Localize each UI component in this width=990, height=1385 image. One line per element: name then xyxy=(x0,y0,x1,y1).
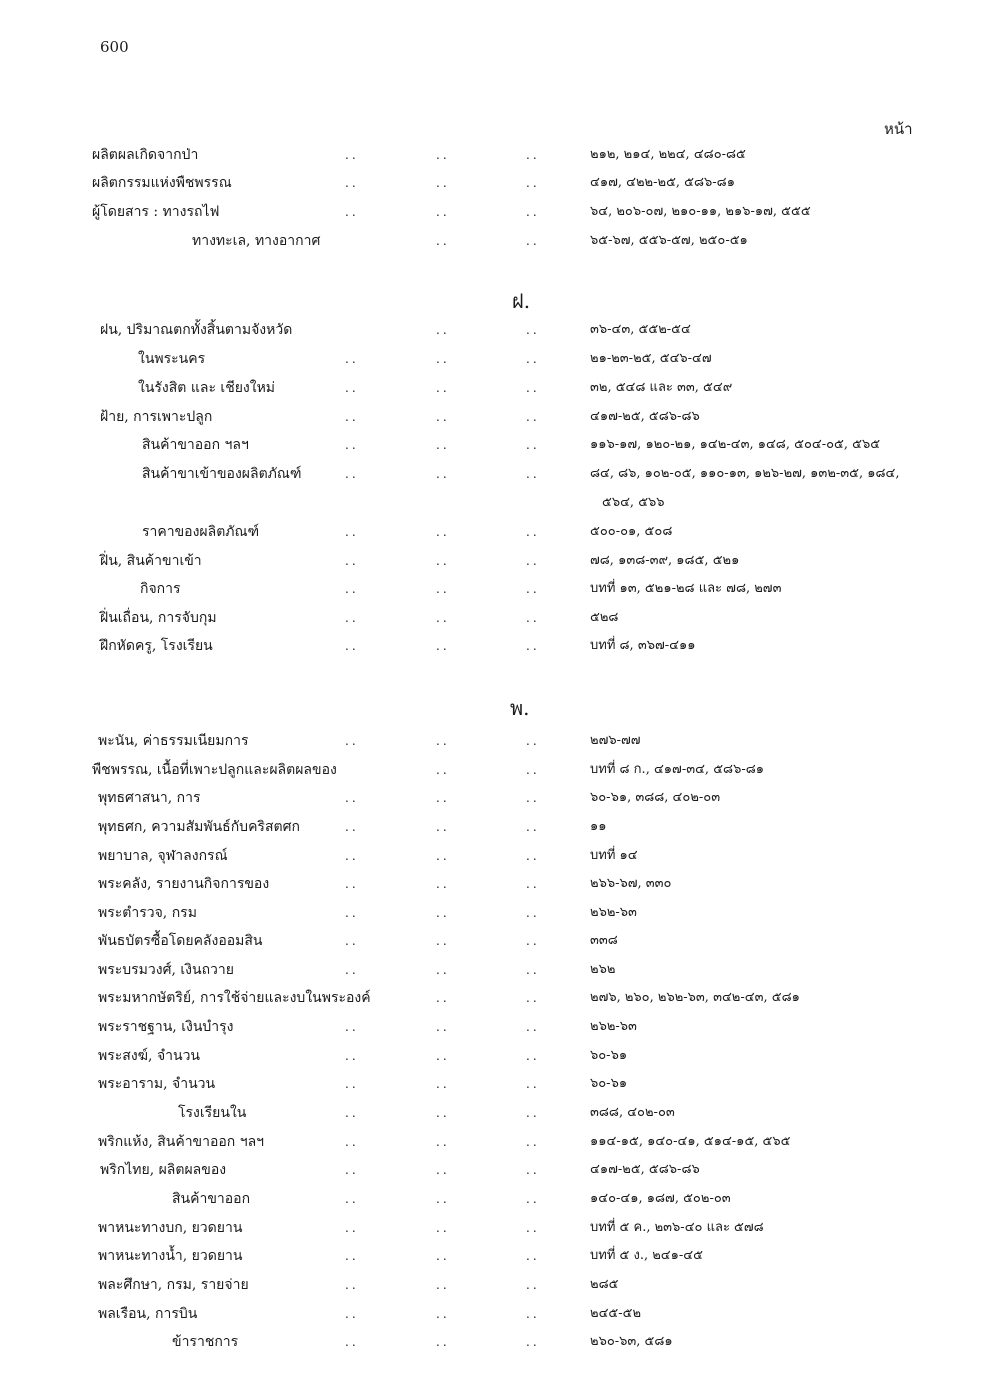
index-term: สินค้าขาออก ฯลฯ xyxy=(142,437,249,453)
index-term: ผู้โดยสาร : ทางรถไฟ xyxy=(92,204,220,220)
index-term: พระอาราม, จำนวน xyxy=(98,1076,216,1092)
leader-dots: .. xyxy=(345,1135,359,1149)
index-pages: ๔๑๗-๒๕, ๕๘๖-๘๖ xyxy=(590,409,700,424)
leader-dots: .. xyxy=(345,1335,359,1349)
leader-dots: .. xyxy=(345,352,359,366)
index-term: สินค้าขาเข้าของผลิตภัณฑ์ xyxy=(142,466,302,482)
index-pages: ๑๔๐-๔๑, ๑๘๗, ๕๐๒-๐๓ xyxy=(590,1191,731,1206)
index-pages: ๒๖๒ xyxy=(590,962,616,977)
leader-dots: .. xyxy=(345,820,359,834)
leader-dots: .. xyxy=(345,176,359,190)
leader-dots: .. xyxy=(345,963,359,977)
index-entry xyxy=(0,759,990,781)
index-term: พระมหากษัตริย์, การใช้จ่ายและงบในพระองค์ xyxy=(98,990,371,1006)
index-term: ทางทะเล, ทางอากาศ xyxy=(192,233,321,249)
index-entry xyxy=(0,144,990,166)
section-letter-f: ฝ. xyxy=(512,289,531,313)
index-term: กิจการ xyxy=(140,581,181,597)
leader-dots: .. xyxy=(345,1278,359,1292)
leader-dots: .. xyxy=(345,381,359,395)
index-entry xyxy=(0,521,990,543)
leader-dots: .. xyxy=(526,234,540,248)
index-pages: ๗๘, ๑๓๘-๓๙, ๑๘๕, ๕๒๑ xyxy=(590,553,740,568)
leader-dots: .. xyxy=(436,1249,450,1263)
index-entry xyxy=(0,348,990,370)
leader-dots: .. xyxy=(436,1077,450,1091)
index-term: ฝิ่น, สินค้าขาเข้า xyxy=(100,553,202,569)
leader-dots: .. xyxy=(345,1020,359,1034)
index-term: ฝ้าย, การเพาะปลูก xyxy=(100,409,213,425)
leader-dots: .. xyxy=(345,639,359,653)
leader-dots: .. xyxy=(526,1221,540,1235)
leader-dots: .. xyxy=(526,820,540,834)
leader-dots: .. xyxy=(526,1278,540,1292)
index-entry xyxy=(0,578,990,600)
index-term: พาหนะทางบก, ยวดยาน xyxy=(98,1220,243,1236)
leader-dots: .. xyxy=(436,438,450,452)
leader-dots: .. xyxy=(436,148,450,162)
index-term: สินค้าขาออก xyxy=(172,1191,251,1207)
leader-dots: .. xyxy=(526,1192,540,1206)
leader-dots: .. xyxy=(345,1163,359,1177)
leader-dots: .. xyxy=(345,791,359,805)
index-pages: ๖๐-๖๑, ๓๘๘, ๔๐๒-๐๓ xyxy=(590,790,721,805)
index-pages: ๒๑-๒๓-๒๕, ๕๔๖-๔๗ xyxy=(590,351,712,366)
leader-dots: .. xyxy=(436,849,450,863)
leader-dots: .. xyxy=(526,410,540,424)
index-term: พืชพรรณ, เนื้อที่เพาะปลูกและผลิตผลของ xyxy=(92,762,337,778)
index-entry xyxy=(0,406,990,428)
index-pages: ๓๖-๔๓, ๕๕๒-๕๔ xyxy=(590,322,691,337)
leader-dots: .. xyxy=(436,205,450,219)
leader-dots: .. xyxy=(345,148,359,162)
leader-dots: .. xyxy=(526,611,540,625)
index-pages: ๒๑๒, ๒๑๔, ๒๒๔, ๔๘๐-๘๕ xyxy=(590,147,746,162)
leader-dots: .. xyxy=(526,849,540,863)
index-pages: ๓๓๘ xyxy=(590,933,618,948)
index-term: พลเรือน, การบิน xyxy=(98,1306,198,1322)
index-pages: ๖๔, ๒๐๖-๐๗, ๒๑๐-๑๑, ๒๑๖-๑๗, ๕๕๕ xyxy=(590,204,811,219)
index-term: พระบรมวงศ์, เงินถวาย xyxy=(98,962,234,978)
index-pages: ๒๗๖, ๒๖๐, ๒๖๒-๖๓, ๓๔๒-๔๓, ๕๘๑ xyxy=(590,990,800,1005)
leader-dots: .. xyxy=(436,934,450,948)
index-term: พระตำรวจ, กรม xyxy=(98,905,197,921)
index-entry xyxy=(0,1131,990,1153)
index-pages: บทที่ ๑๔ xyxy=(590,848,638,863)
leader-dots: .. xyxy=(436,991,450,1005)
index-term: ราคาของผลิตภัณฑ์ xyxy=(142,524,260,540)
leader-dots: .. xyxy=(345,1192,359,1206)
index-term: ข้าราชการ xyxy=(172,1334,239,1350)
index-pages: ๕๒๘ xyxy=(590,610,619,625)
index-pages: บทที่ ๕ ง., ๒๔๑-๔๕ xyxy=(590,1248,703,1263)
leader-dots: .. xyxy=(436,1020,450,1034)
leader-dots: .. xyxy=(436,176,450,190)
index-term: พันธบัตรซื้อโดยคลังออมสิน xyxy=(98,933,263,949)
index-entry xyxy=(0,873,990,895)
index-term: พระสงฆ์, จำนวน xyxy=(98,1048,201,1064)
index-term: พาหนะทางน้ำ, ยวดยาน xyxy=(98,1248,243,1264)
leader-dots: .. xyxy=(345,934,359,948)
index-entry xyxy=(0,172,990,194)
index-entry xyxy=(0,463,990,485)
index-term: พุทธศาสนา, การ xyxy=(98,790,201,806)
index-pages: บทที่ ๕ ค., ๒๓๖-๔๐ และ ๕๗๘ xyxy=(590,1220,764,1235)
leader-dots: .. xyxy=(436,1335,450,1349)
index-term: พุทธศก, ความสัมพันธ์กับคริสตศก xyxy=(98,819,300,835)
leader-dots: .. xyxy=(526,1249,540,1263)
leader-dots: .. xyxy=(526,582,540,596)
index-term: ในพระนคร xyxy=(138,351,206,367)
index-entry xyxy=(0,319,990,341)
leader-dots: .. xyxy=(436,1163,450,1177)
leader-dots: .. xyxy=(436,763,450,777)
index-term: ฝิ่นเถื่อน, การจับกุม xyxy=(100,610,217,626)
leader-dots: .. xyxy=(436,611,450,625)
leader-dots: .. xyxy=(436,1135,450,1149)
index-entry xyxy=(0,902,990,924)
leader-dots: .. xyxy=(526,323,540,337)
leader-dots: .. xyxy=(526,1106,540,1120)
index-pages: ๑๑๔-๑๕, ๑๔๐-๔๑, ๕๑๔-๑๕, ๕๖๕ xyxy=(590,1134,791,1149)
leader-dots: .. xyxy=(345,1049,359,1063)
index-pages: บทที่ ๘ ก., ๔๑๗-๓๔, ๕๘๖-๘๑ xyxy=(590,762,764,777)
leader-dots: .. xyxy=(526,1335,540,1349)
index-term: พะนัน, ค่าธรรมเนียมการ xyxy=(98,733,249,749)
index-entry xyxy=(0,816,990,838)
leader-dots: .. xyxy=(526,791,540,805)
leader-dots: .. xyxy=(436,1307,450,1321)
index-entry xyxy=(0,1245,990,1267)
index-entry xyxy=(0,1188,990,1210)
leader-dots: .. xyxy=(345,877,359,891)
leader-dots: .. xyxy=(345,205,359,219)
index-entry xyxy=(0,987,990,1009)
leader-dots: .. xyxy=(345,734,359,748)
index-pages: ๒๗๖-๗๗ xyxy=(590,733,641,748)
index-pages: ๖๐-๖๑ xyxy=(590,1076,628,1091)
index-pages: ๒๖๒-๖๓ xyxy=(590,905,637,920)
leader-dots: .. xyxy=(345,1077,359,1091)
index-entry xyxy=(0,550,990,572)
leader-dots: .. xyxy=(526,906,540,920)
leader-dots: .. xyxy=(526,934,540,948)
leader-dots: .. xyxy=(526,1077,540,1091)
leader-dots: .. xyxy=(436,234,450,248)
leader-dots: .. xyxy=(526,1020,540,1034)
index-term: พระราชฐาน, เงินบำรุง xyxy=(98,1019,234,1035)
index-entry xyxy=(0,1159,990,1181)
leader-dots: .. xyxy=(526,525,540,539)
leader-dots: .. xyxy=(345,611,359,625)
leader-dots: .. xyxy=(345,849,359,863)
leader-dots: .. xyxy=(526,763,540,777)
leader-dots: .. xyxy=(526,352,540,366)
index-pages: ๑๑๖-๑๗, ๑๒๐-๒๑, ๑๔๒-๔๓, ๑๔๘, ๕๐๔-๐๕, ๕๖๕ xyxy=(590,437,881,452)
index-entry xyxy=(0,377,990,399)
index-pages: ๘๔, ๘๖, ๑๐๒-๐๕, ๑๑๐-๑๓, ๑๒๖-๒๗, ๑๓๒-๓๕, ๑๘๔, xyxy=(590,466,900,481)
index-pages: บทที่ ๑๓, ๕๒๑-๒๘ และ ๗๘, ๒๗๓ xyxy=(590,581,782,596)
leader-dots: .. xyxy=(526,467,540,481)
leader-dots: .. xyxy=(436,1221,450,1235)
leader-dots: .. xyxy=(436,582,450,596)
leader-dots: .. xyxy=(436,381,450,395)
index-pages: ๕๐๐-๐๑, ๕๐๘ xyxy=(590,524,673,539)
index-entry xyxy=(0,607,990,629)
leader-dots: .. xyxy=(436,467,450,481)
leader-dots: .. xyxy=(436,554,450,568)
index-entry xyxy=(0,1303,990,1325)
index-term: โรงเรียนใน xyxy=(178,1105,247,1121)
index-term: พริกไทย, ผลิตผลของ xyxy=(100,1162,227,1178)
leader-dots: .. xyxy=(526,438,540,452)
index-pages: บทที่ ๘, ๓๖๗-๔๑๑ xyxy=(590,638,696,653)
index-entry xyxy=(0,845,990,867)
leader-dots: .. xyxy=(436,1106,450,1120)
leader-dots: .. xyxy=(526,639,540,653)
index-entry xyxy=(0,1331,990,1353)
leader-dots: .. xyxy=(345,1307,359,1321)
index-entry xyxy=(0,635,990,657)
leader-dots: .. xyxy=(526,1049,540,1063)
leader-dots: .. xyxy=(436,820,450,834)
index-pages-continuation: ๕๖๔, ๕๖๖ xyxy=(602,495,665,510)
leader-dots: .. xyxy=(345,467,359,481)
index-term: พระคลัง, รายงานกิจการของ xyxy=(98,876,270,892)
index-pages: ๒๖๒-๖๓ xyxy=(590,1019,637,1034)
index-entry xyxy=(0,1274,990,1296)
page-column-heading: หน้า xyxy=(884,120,913,138)
leader-dots: .. xyxy=(526,554,540,568)
index-term: พละศึกษา, กรม, รายจ่าย xyxy=(98,1277,249,1293)
index-pages: ๒๔๕-๕๒ xyxy=(590,1306,642,1321)
page-number: 600 xyxy=(100,38,129,56)
leader-dots: .. xyxy=(526,734,540,748)
leader-dots: .. xyxy=(526,991,540,1005)
index-pages: ๒๖๖-๖๗, ๓๓๐ xyxy=(590,876,672,891)
leader-dots: .. xyxy=(436,1278,450,1292)
leader-dots: .. xyxy=(436,1049,450,1063)
index-pages: ๔๑๗-๒๕, ๕๘๖-๘๖ xyxy=(590,1162,700,1177)
leader-dots: .. xyxy=(436,639,450,653)
leader-dots: .. xyxy=(526,1135,540,1149)
leader-dots: .. xyxy=(526,877,540,891)
index-entry xyxy=(0,1016,990,1038)
leader-dots: .. xyxy=(436,352,450,366)
leader-dots: .. xyxy=(436,1192,450,1206)
index-pages: ๖๕-๖๗, ๕๕๖-๕๗, ๒๕๐-๕๑ xyxy=(590,233,748,248)
leader-dots: .. xyxy=(436,410,450,424)
leader-dots: .. xyxy=(526,1163,540,1177)
index-entry xyxy=(0,1073,990,1095)
leader-dots: .. xyxy=(436,906,450,920)
index-pages: ๓๒, ๕๔๘ และ ๓๓, ๕๔๙ xyxy=(590,380,733,395)
leader-dots: .. xyxy=(345,582,359,596)
leader-dots: .. xyxy=(526,381,540,395)
index-term: ในรังสิต และ เชียงใหม่ xyxy=(138,380,276,396)
leader-dots: .. xyxy=(436,323,450,337)
leader-dots: .. xyxy=(345,410,359,424)
index-entry xyxy=(0,730,990,752)
index-entry xyxy=(0,434,990,456)
index-entry xyxy=(0,230,990,252)
index-term: ผลิตกรรมแห่งพืชพรรณ xyxy=(92,175,232,191)
index-entry xyxy=(0,787,990,809)
index-pages: ๒๖๐-๖๓, ๕๘๑ xyxy=(590,1334,673,1349)
index-entry xyxy=(0,959,990,981)
index-entry xyxy=(0,1102,990,1124)
index-term: ฝึกหัดครู, โรงเรียน xyxy=(100,638,213,654)
leader-dots: .. xyxy=(436,963,450,977)
index-entry xyxy=(0,1045,990,1067)
leader-dots: .. xyxy=(526,1307,540,1321)
leader-dots: .. xyxy=(436,525,450,539)
index-pages: ๖๐-๖๑ xyxy=(590,1048,628,1063)
leader-dots: .. xyxy=(526,963,540,977)
leader-dots: .. xyxy=(345,906,359,920)
index-term: พยาบาล, จุฬาลงกรณ์ xyxy=(98,848,228,864)
leader-dots: .. xyxy=(345,554,359,568)
leader-dots: .. xyxy=(436,877,450,891)
index-term: พริกแห้ง, สินค้าขาออก ฯลฯ xyxy=(98,1134,265,1150)
index-term: ผลิตผลเกิดจากป่า xyxy=(92,147,199,163)
index-pages: ๔๑๗, ๔๒๒-๒๕, ๕๘๖-๘๑ xyxy=(590,175,735,190)
index-pages: ๓๘๘, ๔๐๒-๐๓ xyxy=(590,1105,675,1120)
leader-dots: .. xyxy=(345,1106,359,1120)
leader-dots: .. xyxy=(526,176,540,190)
leader-dots: .. xyxy=(345,1249,359,1263)
leader-dots: .. xyxy=(436,734,450,748)
section-letter-p: พ. xyxy=(510,696,530,720)
index-entry xyxy=(0,201,990,223)
leader-dots: .. xyxy=(526,148,540,162)
index-term: ฝน, ปริมาณตกทั้งสิ้นตามจังหวัด xyxy=(100,322,293,338)
index-entry xyxy=(0,930,990,952)
index-pages: ๒๘๕ xyxy=(590,1277,619,1292)
leader-dots: .. xyxy=(436,791,450,805)
index-entry xyxy=(0,1217,990,1239)
leader-dots: .. xyxy=(526,205,540,219)
leader-dots: .. xyxy=(345,438,359,452)
index-pages: ๑๑ xyxy=(590,819,607,834)
leader-dots: .. xyxy=(345,525,359,539)
leader-dots: .. xyxy=(345,1221,359,1235)
